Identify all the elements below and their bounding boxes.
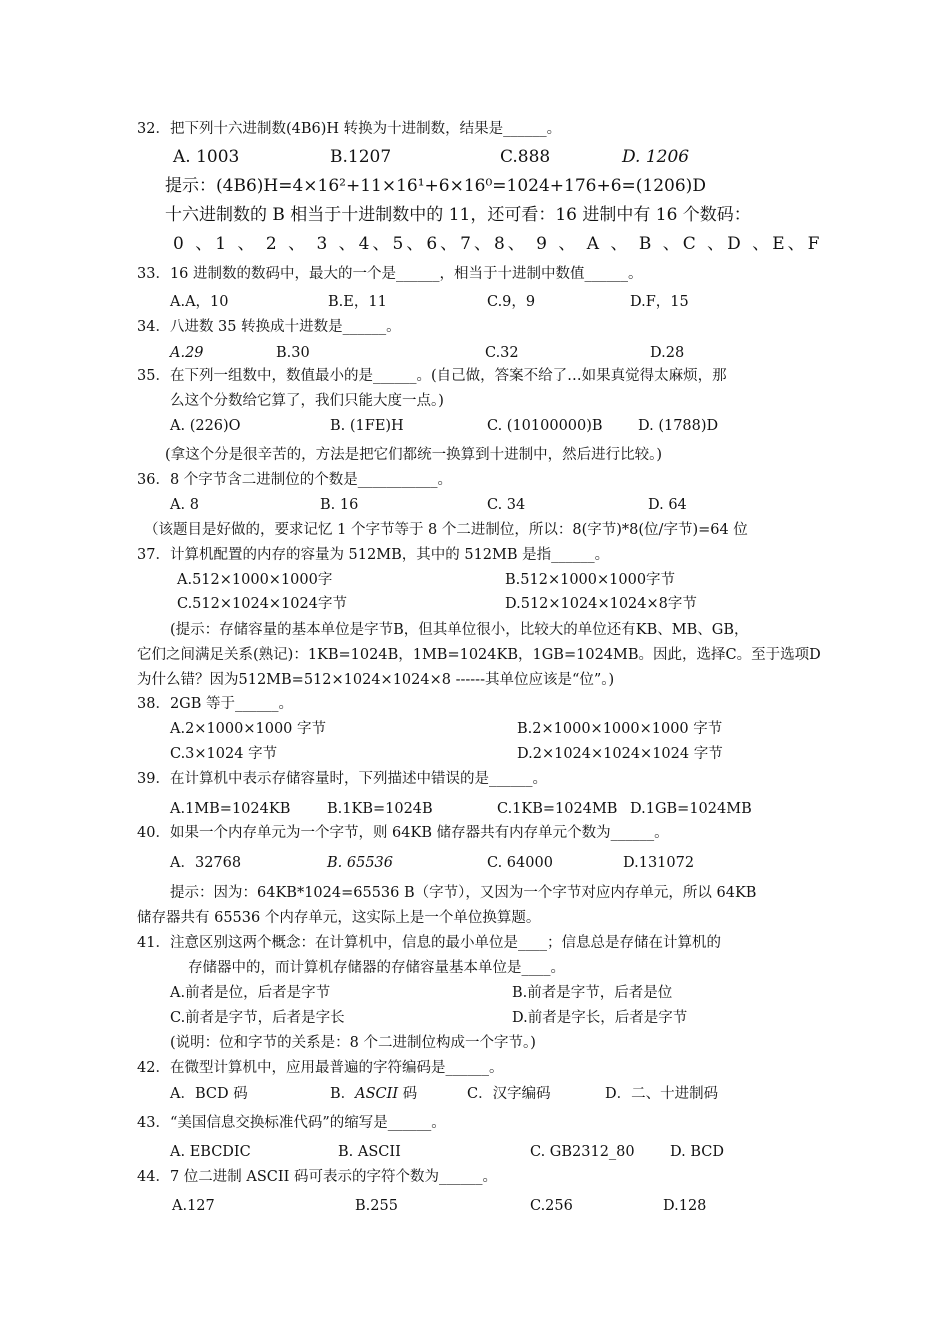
q34-option-c: C.32 [485, 345, 519, 361]
q32-stem: 32．把下列十六进制数(4B6)H 转换为十进制数，结果是______。 [137, 121, 562, 137]
q34-stem: 34．八进数 35 转换成十进数是______。 [137, 319, 401, 335]
q35-stem-1: 35．在下列一组数中，数值最小的是______。(自己做，答案不给了…如果真觉得太麻烦，那 [137, 368, 727, 384]
q32-option-b: B.1207 [330, 147, 392, 167]
q36-option-a: A. 8 [170, 497, 199, 513]
q37-option-b: B.512×1000×1000字节 [505, 572, 676, 588]
q40-option-b: B. 65536 [327, 855, 394, 871]
q43-option-b: B. ASCII [338, 1144, 401, 1160]
q44-option-c: C.256 [530, 1198, 573, 1214]
q38-option-b: B.2×1000×1000×1000 字节 [517, 721, 723, 737]
q35-option-c: C. (10100000)B [487, 418, 603, 434]
q40-hint-1: 提示：因为：64KB*1024=65536 B（字节），又因为一个字节对应内存单元，所以 64KB [170, 885, 757, 901]
q40-option-c: C. 64000 [487, 855, 553, 871]
q37-hint-3: 为什么错？因为512MB=512×1024×1024×8 ------其单位应该是“位”。) [137, 672, 615, 688]
q41-option-b: B.前者是字节，后者是位 [512, 985, 673, 1001]
q36-stem: 36．8 个字节含二进制位的个数是___________。 [137, 472, 453, 488]
q32-hint-1: 提示：(4B6)H=4×16²+11×16¹+6×16⁰=1024+176+6=(1206)D [165, 176, 706, 196]
q40-option-a: A．32768 [170, 855, 242, 871]
q44-stem: 44．7 位二进制 ASCII 码可表示的字符个数为______。 [137, 1169, 497, 1185]
q40-stem: 40．如果一个内存单元为一个字节，则 64KB 储存器共有内存单元个数为______。 [137, 825, 669, 841]
q42-stem: 42．在微型计算机中，应用最普遍的字符编码是______。 [137, 1060, 504, 1076]
q41-note: (说明：位和字节的关系是：8 个二进制位构成一个字节。) [170, 1035, 536, 1051]
q42-option-b: B．ASCII 码 [330, 1086, 418, 1102]
q35-option-b: B. (1FE)H [330, 418, 404, 434]
q35-stem-2: 么这个分数给它算了，我们只能大度一点。) [170, 393, 444, 409]
q43-option-a: A. EBCDIC [170, 1144, 251, 1160]
q37-option-a: A.512×1000×1000字 [177, 572, 333, 588]
q32-option-a: A. 1003 [173, 147, 240, 167]
q37-hint-2: 它们之间满足关系(熟记)：1KB=1024B，1MB=1024KB，1GB=1024MB。因此，选择C。至于选项D [137, 647, 821, 663]
q33-option-c: C.9，9 [487, 294, 536, 310]
q36-option-d: D. 64 [648, 497, 687, 513]
q33-option-a: A.A，10 [170, 294, 229, 310]
q38-stem: 38．2GB 等于______。 [137, 696, 294, 712]
q33-stem: 33．16 进制数的数码中，最大的一个是______，相当于十进制中数值______。 [137, 266, 643, 282]
q35-option-d: D. (1788)D [638, 418, 719, 434]
q44-option-d: D.128 [663, 1198, 707, 1214]
q43-option-d: D. BCD [670, 1144, 724, 1160]
q34-option-a: A.29 [170, 345, 204, 361]
q38-option-d: D.2×1024×1024×1024 字节 [517, 746, 723, 762]
q38-option-c: C.3×1024 字节 [170, 746, 278, 762]
q42-option-c: C．汉字编码 [467, 1086, 551, 1102]
q32-option-c: C.888 [500, 147, 551, 167]
q39-option-b: B.1KB=1024B [327, 801, 433, 817]
q36-option-c: C. 34 [487, 497, 526, 513]
q41-stem-1: 41．注意区别这两个概念：在计算机中，信息的最小单位是____；信息总是存储在计算机的 [137, 935, 721, 951]
q42-option-a: A．BCD 码 [170, 1086, 248, 1102]
q42-option-d: D．二、十进制码 [605, 1086, 719, 1102]
q33-option-b: B.E，11 [328, 294, 387, 310]
q35-note: (拿这个分是很辛苦的，方法是把它们都统一换算到十进制中，然后进行比较。) [165, 447, 663, 463]
q32-hint-2: 十六进制数的 B 相当于十进制数中的 11，还可看：16 进制中有 16 个数码： [165, 205, 751, 225]
q32-option-d: D. 1206 [622, 147, 690, 167]
q39-option-a: A.1MB=1024KB [170, 801, 291, 817]
q37-option-d: D.512×1024×1024×8字节 [505, 596, 697, 612]
q39-option-c: C.1KB=1024MB [497, 801, 618, 817]
q41-option-d: D.前者是字长，后者是字节 [512, 1010, 688, 1026]
q43-option-c: C. GB2312_80 [530, 1144, 635, 1160]
q41-stem-2: 存储器中的，而计算机存储器的存储容量基本单位是____。 [188, 960, 565, 976]
q44-option-a: A.127 [172, 1198, 215, 1214]
q44-option-b: B.255 [355, 1198, 398, 1214]
q38-option-a: A.2×1000×1000 字节 [170, 721, 327, 737]
q36-note: （该题目是好做的，要求记忆 1 个字节等于 8 个二进制位，所以：8(字节)*8(位/字节)=64 位 [144, 522, 748, 538]
q39-option-d: D.1GB=1024MB [630, 801, 752, 817]
q37-stem: 37．计算机配置的内存的容量为 512MB，其中的 512MB 是指______。 [137, 547, 610, 563]
q41-option-a: A.前者是位，后者是字节 [170, 985, 331, 1001]
q34-option-b: B.30 [276, 345, 310, 361]
q37-hint-1: (提示：存储容量的基本单位是字节B，但其单位很小，比较大的单位还有KB、MB、GB， [170, 622, 749, 638]
q36-option-b: B. 16 [320, 497, 359, 513]
q40-option-d: D.131072 [623, 855, 695, 871]
q40-hint-2: 储存器共有 65536 个内存单元，这实际上是一个单位换算题。 [137, 910, 541, 926]
q35-option-a: A. (226)O [170, 418, 241, 434]
q37-option-c: C.512×1024×1024字节 [177, 596, 347, 612]
q43-stem: 43．“美国信息交换标准代码”的缩写是______。 [137, 1115, 446, 1131]
q34-option-d: D.28 [650, 345, 685, 361]
q41-option-c: C.前者是字节，后者是字长 [170, 1010, 345, 1026]
q32-hint-3: 0 、1 、 2 、 3 、4、5、6、7、8、 9 、 A 、 B 、C 、D 、E、F [173, 234, 823, 254]
q39-stem: 39．在计算机中表示存储容量时，下列描述中错误的是______。 [137, 771, 547, 787]
q33-option-d: D.F，15 [630, 294, 689, 310]
